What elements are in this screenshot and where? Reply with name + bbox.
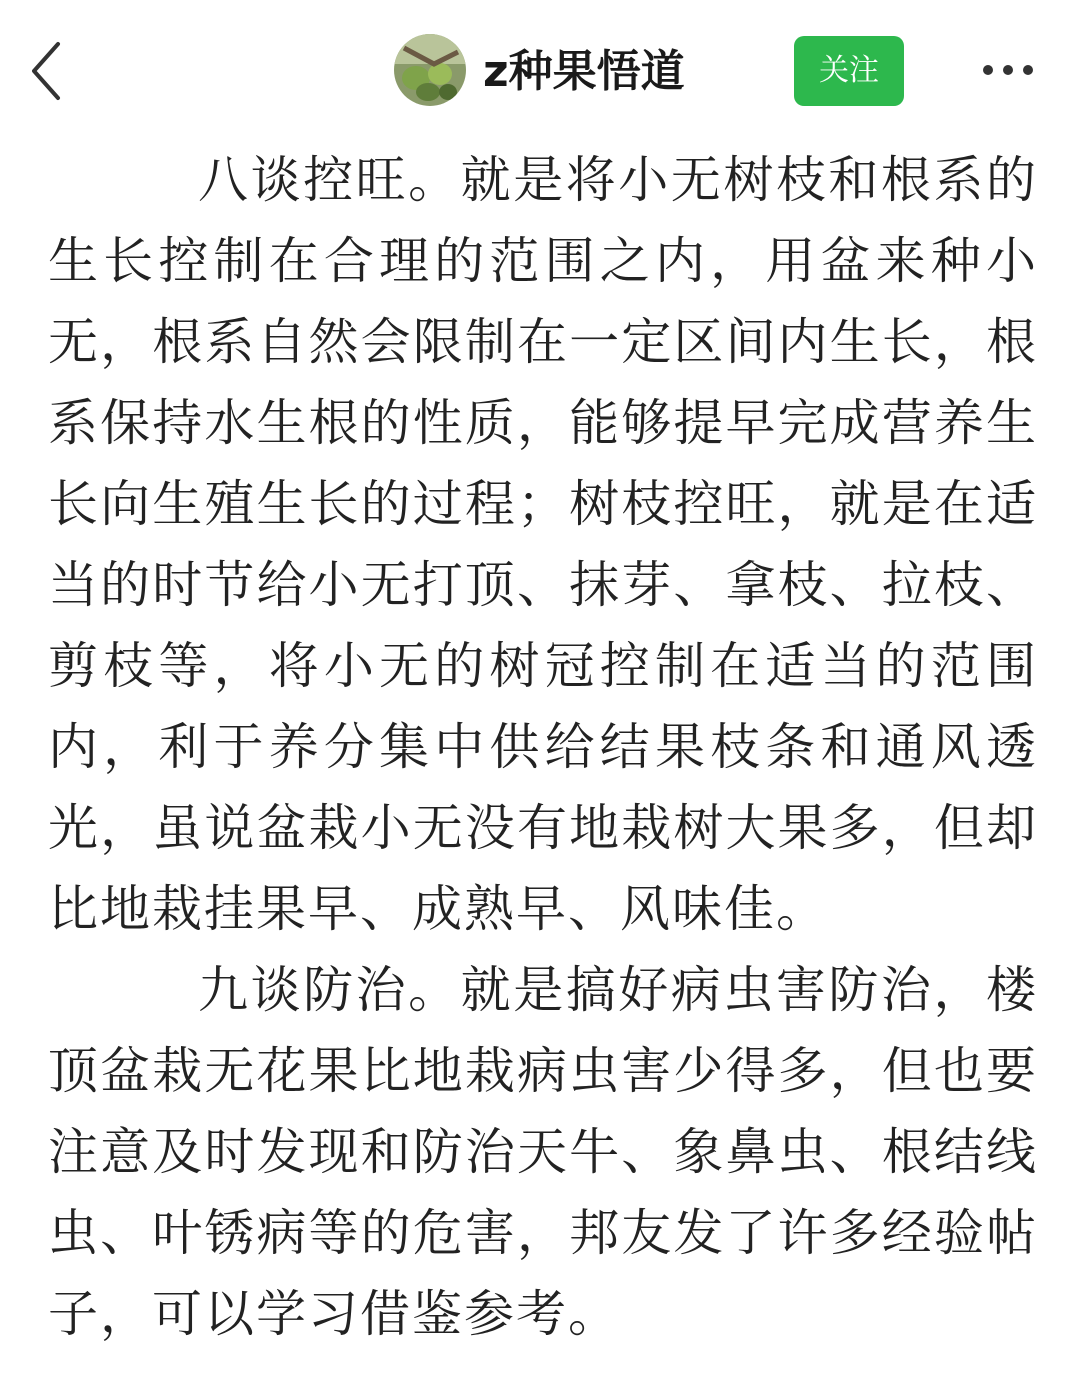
more-button[interactable] bbox=[970, 50, 1050, 90]
paragraph-control-vigor: 八谈控旺。就是将小无树枝和根系的生长控制在合理的范围之内，用盆来种小无，根系自然会限制在一定区间内生长，根系保持水生根的性质，能够提早完成营养生长向生殖生长的过程；树枝控旺，就是在适当的时节给小无打顶、抹芽、拿枝、拉枝、剪枝等，将小无的树冠控制在适当的范围内，利于养分集中供给结果枝条和通风透光，虽说盆栽小无没有地栽树大果多，但却比地栽挂果早、成熟早、风味佳。 bbox=[48, 151, 1038, 938]
back-button[interactable] bbox=[22, 36, 82, 106]
chevron-left-icon bbox=[22, 36, 82, 106]
top-bar bbox=[0, 0, 1080, 140]
author-name[interactable]: z种果悟道 bbox=[483, 46, 685, 97]
more-dots-icon bbox=[970, 50, 1050, 90]
follow-button[interactable]: 关注 bbox=[794, 36, 904, 106]
paragraph-pest-control: 九谈防治。就是搞好病虫害防治，楼顶盆栽无花果比地栽病虫害少得多，但也要注意及时发现和防治天牛、象鼻虫、根结线虫、叶锈病等的危害，邦友发了许多经验帖子，可以学习借鉴参考。 bbox=[48, 961, 1038, 1343]
avatar[interactable] bbox=[394, 34, 466, 106]
article-body bbox=[48, 140, 1038, 1355]
